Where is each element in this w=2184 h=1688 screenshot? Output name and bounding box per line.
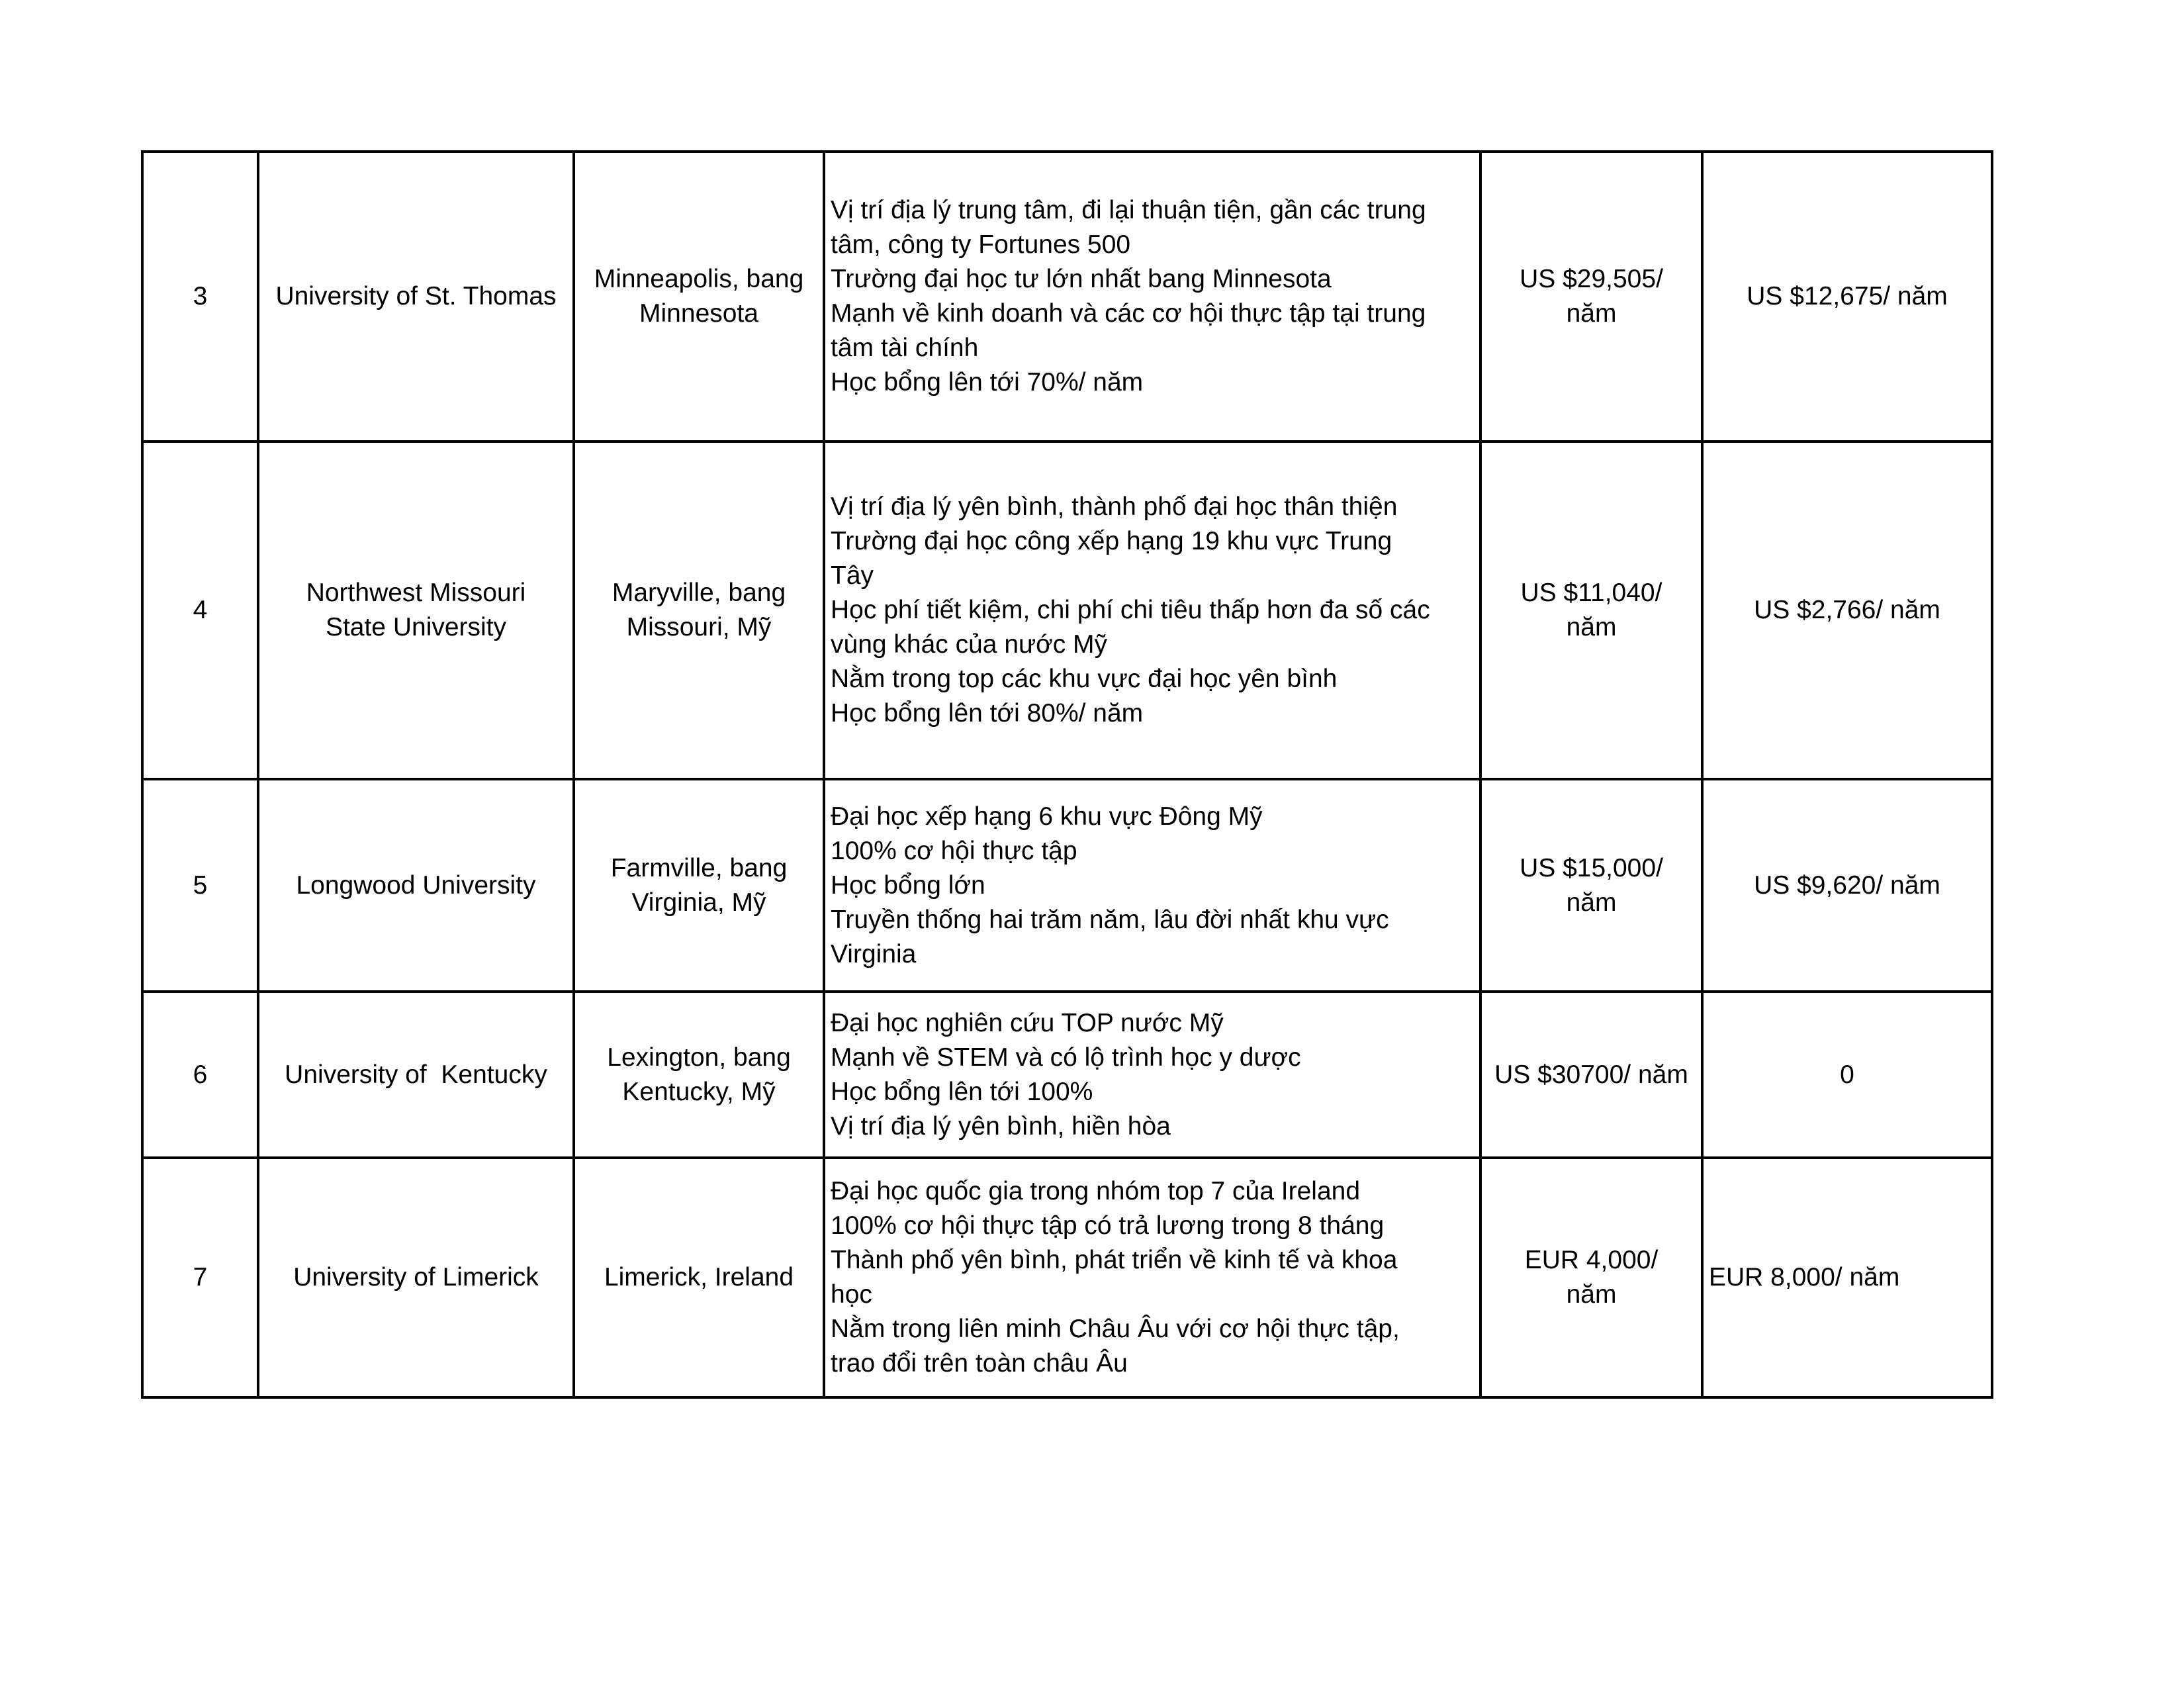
table-row xyxy=(142,442,1992,779)
row-number: 4 xyxy=(142,442,258,779)
highlight-line: 100% cơ hội thực tập xyxy=(831,836,1077,865)
highlight-line: Học bổng lên tới 70%/ năm xyxy=(831,368,1144,397)
highlight-line: Virginia xyxy=(831,939,917,968)
location-line: Kentucky, Mỹ xyxy=(622,1077,776,1106)
university-name xyxy=(258,442,574,779)
highlight-line: Đại học xếp hạng 6 khu vực Đông Mỹ xyxy=(831,802,1263,831)
location xyxy=(574,1158,824,1397)
highlight-line: tâm tài chính xyxy=(831,334,979,362)
highlights xyxy=(824,442,1480,779)
highlight-line: Trường đại học công xếp hạng 19 khu vực Trung xyxy=(831,527,1392,555)
living-cost: US $12,675/ năm xyxy=(1702,152,1992,442)
location xyxy=(574,442,824,779)
tuition xyxy=(1480,152,1702,442)
highlight-line: Mạnh về STEM và có lộ trình học y dược xyxy=(831,1043,1301,1072)
tuition xyxy=(1480,1158,1702,1397)
highlights xyxy=(824,992,1480,1158)
university-name xyxy=(258,1158,574,1397)
tuition xyxy=(1480,442,1702,779)
location-line: Virginia, Mỹ xyxy=(631,888,766,917)
highlights xyxy=(824,152,1480,442)
table-row xyxy=(142,779,1992,992)
highlight-line: Tây xyxy=(831,561,874,590)
tuition-line: US $30700/ năm xyxy=(1494,1060,1688,1089)
highlight-line: Nằm trong liên minh Châu Âu với cơ hội thực tập, xyxy=(831,1315,1400,1343)
highlight-line: Học bổng lên tới 100% xyxy=(831,1077,1093,1106)
location xyxy=(574,779,824,992)
living-cost: US $9,620/ năm xyxy=(1702,779,1992,992)
tuition-line: US $15,000/ xyxy=(1520,853,1663,882)
highlight-line: Mạnh về kinh doanh và các cơ hội thực tập tại trung xyxy=(831,299,1426,328)
tuition-line: năm xyxy=(1566,613,1617,641)
row-number: 7 xyxy=(142,1158,258,1397)
living-cost: US $2,766/ năm xyxy=(1702,442,1992,779)
highlight-line: trao đổi trên toàn châu Âu xyxy=(831,1349,1128,1378)
highlight-line: Truyền thống hai trăm năm, lâu đời nhất khu vực xyxy=(831,905,1389,934)
tuition-line: năm xyxy=(1566,888,1617,917)
tuition xyxy=(1480,992,1702,1158)
tuition-line: năm xyxy=(1566,299,1617,328)
highlight-line: Đại học nghiên cứu TOP nước Mỹ xyxy=(831,1008,1224,1037)
tuition-line: US $11,040/ xyxy=(1520,579,1662,607)
tuition-line: EUR 4,000/ xyxy=(1524,1246,1659,1274)
living-cost: 0 xyxy=(1702,992,1992,1158)
row-number: 3 xyxy=(142,152,258,442)
highlight-line: Đại học quốc gia trong nhóm top 7 của Ireland xyxy=(831,1177,1361,1205)
university-name-line: University of Limerick xyxy=(293,1263,539,1291)
university-name-line: Northwest Missouri xyxy=(306,579,526,607)
location xyxy=(574,992,824,1158)
highlight-line: Vị trí địa lý trung tâm, đi lại thuận tiện, gần các trung xyxy=(831,196,1426,224)
table-row xyxy=(142,152,1992,442)
university-name xyxy=(258,152,574,442)
university-name xyxy=(258,992,574,1158)
tuition-line: năm xyxy=(1566,1280,1617,1309)
university-name-line: University of St. Thomas xyxy=(275,282,557,310)
highlight-line: 100% cơ hội thực tập có trả lương trong 8 tháng xyxy=(831,1211,1385,1240)
university-name-line: State University xyxy=(325,613,507,641)
row-number: 6 xyxy=(142,992,258,1158)
location-line: Missouri, Mỹ xyxy=(626,613,772,641)
location-line: Maryville, bang xyxy=(612,579,786,607)
university-table xyxy=(141,150,1993,1399)
row-number: 5 xyxy=(142,779,258,992)
location-line: Limerick, Ireland xyxy=(604,1263,794,1291)
university-name-line: Longwood University xyxy=(296,870,536,900)
highlight-line: Học bổng lên tới 80%/ năm xyxy=(831,699,1144,727)
location-line: Lexington, bang xyxy=(607,1043,791,1072)
highlights xyxy=(824,1158,1480,1397)
highlight-line: tâm, công ty Fortunes 500 xyxy=(831,230,1131,259)
highlight-line: vùng khác của nước Mỹ xyxy=(831,630,1108,659)
highlight-line: Trường đại học tư lớn nhất bang Minnesota xyxy=(831,265,1332,293)
highlight-line: Học phí tiết kiệm, chi phí chi tiêu thấp hơn đa số các xyxy=(831,596,1430,624)
highlight-line: Nằm trong top các khu vực đại học yên bình xyxy=(831,665,1338,693)
highlight-line: Học bổng lớn xyxy=(831,870,985,900)
location-line: Farmville, bang xyxy=(610,853,788,882)
highlights xyxy=(824,779,1480,992)
location-line: Minnesota xyxy=(639,299,758,328)
location xyxy=(574,152,824,442)
university-name-line: University of Kentucky xyxy=(285,1060,547,1089)
tuition xyxy=(1480,779,1702,992)
highlight-line: Vị trí địa lý yên bình, thành phố đại học thân thiện xyxy=(831,492,1398,521)
highlight-line: Vị trí địa lý yên bình, hiền hòa xyxy=(831,1111,1171,1141)
table-row xyxy=(142,1158,1992,1397)
table-row xyxy=(142,992,1992,1158)
location-line: Minneapolis, bang xyxy=(594,265,804,293)
living-cost: EUR 8,000/ năm xyxy=(1702,1158,1992,1397)
tuition-line: US $29,505/ xyxy=(1520,265,1663,293)
highlight-line: Thành phố yên bình, phát triển về kinh tế và khoa xyxy=(831,1246,1398,1274)
university-name xyxy=(258,779,574,992)
highlight-line: học xyxy=(831,1280,872,1309)
